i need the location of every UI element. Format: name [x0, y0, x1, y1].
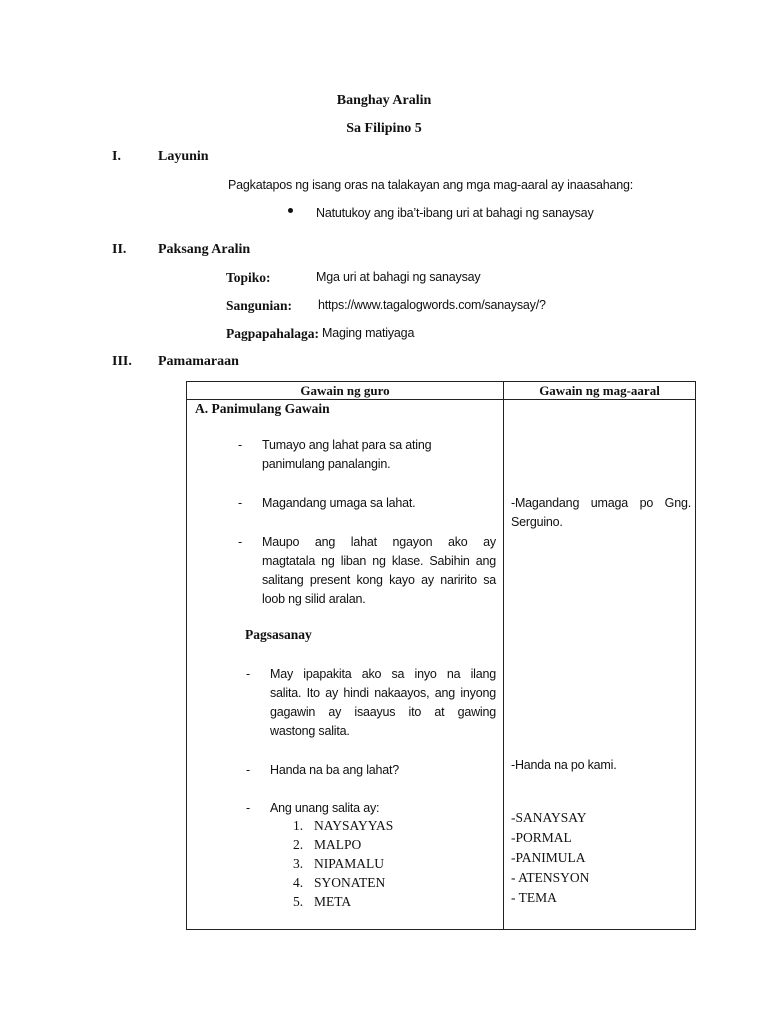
section-1-heading: Layunin	[158, 149, 209, 164]
header-gawain-guro: Gawain ng guro	[187, 382, 504, 400]
guro-item-4-line-3: gagawin ay isaayus ito at gawing	[270, 705, 496, 719]
dash-marker: -	[246, 667, 250, 681]
topiko-value: Mga uri at bahagi ng sanaysay	[316, 270, 481, 284]
pagpapahalaga-label: Pagpapahalaga:	[226, 326, 320, 341]
guro-item-4-line-4: wastong salita.	[270, 724, 350, 738]
guro-item-3-line-1: Maupo ang lahat ngayon ako ay	[262, 535, 496, 549]
guro-item-1-line-2: panimulang panalangin.	[262, 457, 391, 471]
guro-item-3-line-2: magtatala ng liban ng klase. Sabihin ang	[262, 554, 496, 568]
table-header-row	[187, 382, 696, 400]
guro-item-4-line-1: May ipapakita ako sa inyo na ilang	[270, 667, 496, 681]
guro-cell	[187, 400, 504, 930]
section-1-number: I.	[112, 149, 121, 164]
list-item-number: 5.	[293, 894, 304, 909]
list-item-number: 3.	[293, 856, 304, 871]
section-2-heading: Paksang Aralin	[158, 242, 251, 257]
section-3-number: III.	[112, 354, 132, 369]
list-item-number: 4.	[293, 875, 304, 890]
topiko-label: Topiko:	[226, 270, 271, 285]
guro-item-6: Ang unang salita ay:	[270, 801, 380, 815]
list-item: MALPO	[314, 837, 362, 852]
objective-bullet: Natutukoy ang iba’t-ibang uri at bahagi ng sanaysay	[316, 206, 594, 220]
document-title: Banghay Aralin	[336, 93, 432, 108]
part-a-heading: A. Panimulang Gawain	[195, 401, 330, 416]
list-item-number: 1.	[293, 818, 304, 833]
guro-item-3-line-3: salitang present kong kayo ay naririto sa	[262, 573, 496, 587]
dash-marker: -	[238, 496, 242, 510]
sangunian-link[interactable]: https://www.tagalogwords.com/sanaysay/?	[318, 298, 546, 312]
guro-item-3-line-4: loob ng silid aralan.	[262, 592, 366, 606]
document-subtitle: Sa Filipino 5	[346, 121, 422, 136]
section-3-heading: Pamamaraan	[158, 354, 239, 369]
activities-table	[186, 381, 696, 930]
guro-item-4-line-2: salita. Ito ay hindi nakaayos, ang inyong	[270, 686, 496, 700]
section-2-number: II.	[112, 242, 127, 257]
dash-marker: -	[246, 763, 250, 777]
list-item: META	[314, 894, 352, 909]
list-item: -PORMAL	[511, 830, 572, 845]
list-item: SYONATEN	[314, 875, 386, 890]
aaral-reply-1-line-2: Serguino.	[511, 515, 563, 529]
list-item: NIPAMALU	[314, 856, 385, 871]
list-item: -PANIMULA	[511, 850, 586, 865]
list-item-number: 2.	[293, 837, 304, 852]
guro-item-2: Magandang umaga sa lahat.	[262, 496, 416, 510]
list-item: - ATENSYON	[511, 870, 590, 885]
aaral-cell	[504, 400, 696, 930]
dash-marker: -	[238, 438, 242, 452]
objective-intro: Pagkatapos ng isang oras na talakayan ang mga mag-aaral ay inaasahang:	[228, 178, 634, 192]
guro-item-5: Handa na ba ang lahat?	[270, 763, 400, 777]
list-item: -SANAYSAY	[511, 810, 587, 825]
list-item: - TEMA	[511, 890, 557, 905]
pagpapahalaga-value: Maging matiyaga	[322, 326, 415, 340]
list-item: NAYSAYYAS	[314, 818, 394, 833]
dash-marker: -	[238, 535, 242, 549]
header-gawain-aaral: Gawain ng mag-aaral	[504, 382, 696, 400]
bullet-icon	[288, 208, 293, 213]
aaral-reply-1-line-1: -Magandang umaga po Gng.	[511, 496, 691, 510]
aaral-reply-2: -Handa na po kami.	[511, 758, 617, 772]
dash-marker: -	[246, 801, 250, 815]
guro-item-1-line-1: Tumayo ang lahat para sa ating	[262, 438, 432, 452]
pagsasanay-heading: Pagsasanay	[245, 627, 312, 642]
sangunian-label: Sangunian:	[226, 298, 293, 313]
table-body-row	[187, 400, 696, 930]
